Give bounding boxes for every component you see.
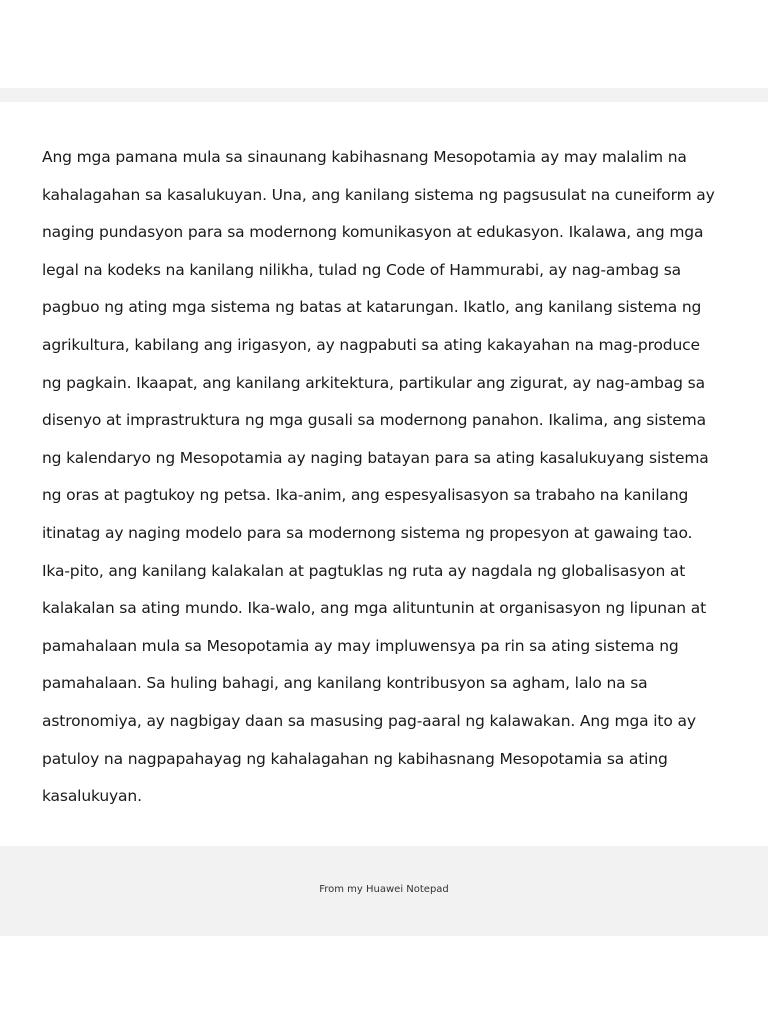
note-line: patuloy na nagpapahayag ng kahalagahan ng kabihasnang Mesopotamia sa ating bbox=[42, 749, 668, 768]
note-line: ng pagkain. Ikaapat, ang kanilang arkitektura, partikular ang zigurat, ay nag-ambag sa bbox=[42, 373, 705, 392]
note-line: Ika-pito, ang kanilang kalakalan at pagtuklas ng ruta ay nagdala ng globalisasyon at bbox=[42, 561, 686, 580]
note-line: legal na kodeks na kanilang nilikha, tulad ng Code of Hammurabi, ay nag-ambag sa bbox=[42, 260, 682, 279]
note-body bbox=[42, 139, 742, 816]
top-band bbox=[0, 88, 768, 102]
note-line: Ang mga pamana mula sa sinaunang kabihasnang Mesopotamia ay may malalim na bbox=[42, 148, 687, 166]
note-line: disenyo at imprastruktura ng mga gusali sa modernong panahon. Ikalima, ang sistema bbox=[42, 411, 706, 430]
note-line: kalakalan sa ating mundo. Ika-walo, ang mga alituntunin at organisasyon ng lipunan at bbox=[42, 599, 707, 618]
note-line: pamahalaan mula sa Mesopotamia ay may impluwensya pa rin sa ating sistema ng bbox=[42, 636, 679, 655]
note-line: kahalagahan sa kasalukuyan. Una, ang kanilang sistema ng pagsusulat na cuneiform ay bbox=[42, 185, 715, 204]
note-line: ng kalendaryo ng Mesopotamia ay naging batayan para sa ating kasalukuyang sistema bbox=[42, 448, 709, 467]
note-line: agrikultura, kabilang ang irigasyon, ay nagpabuti sa ating kakayahan na mag-produce bbox=[42, 335, 700, 354]
note-line: itinatag ay naging modelo para sa modernong sistema ng propesyon at gawaing tao. bbox=[42, 523, 693, 542]
note-line: kasalukuyan. bbox=[42, 787, 142, 806]
note-line: naging pundasyon para sa modernong komunikasyon at edukasyon. Ikalawa, ang mga bbox=[42, 223, 704, 242]
note-line: ng oras at pagtukoy ng petsa. Ika-anim, ang espesyalisasyon sa trabaho na kanilang bbox=[42, 486, 689, 505]
note-line: pagbuo ng ating mga sistema ng batas at katarungan. Ikatlo, ang kanilang sistema ng bbox=[42, 298, 702, 317]
note-line: pamahalaan. Sa huling bahagi, ang kanilang kontribusyon sa agham, lalo na sa bbox=[42, 674, 648, 693]
footer-attribution: From my Huawei Notepad bbox=[319, 884, 449, 895]
note-line: astronomiya, ay nagbigay daan sa masusing pag-aaral ng kalawakan. Ang mga ito ay bbox=[42, 711, 696, 730]
